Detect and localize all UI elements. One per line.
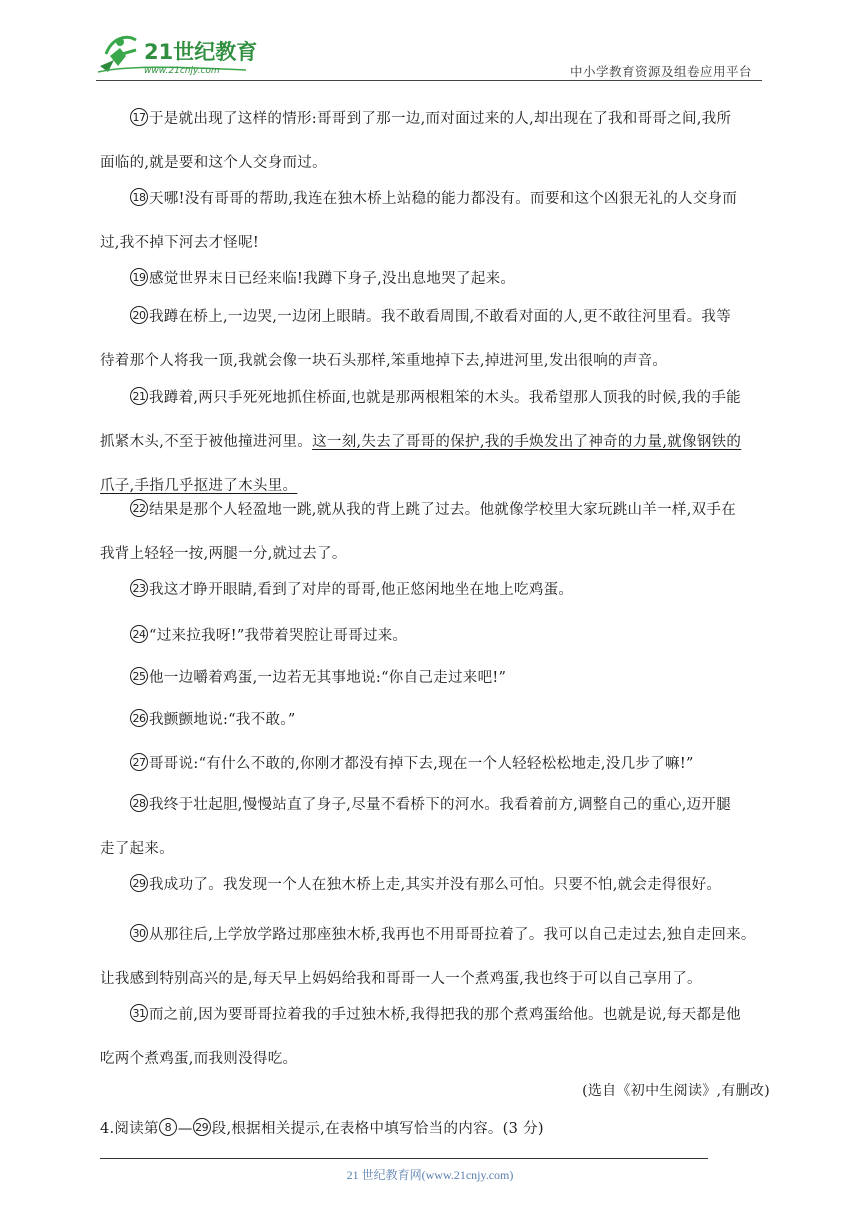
svg-text:www.21cnjy.com: www.21cnjy.com [144,66,220,76]
paragraph-17 [100,97,770,185]
paragraph-first-line [130,295,770,339]
paragraph-30 [100,913,770,1001]
paragraph-number: 24 [130,625,148,643]
paragraph-text: 而之前,因为要哥哥拉着我的手过独木桥,我得把我的那个煮鸡蛋给他。也就是说,每天都是他 [149,1007,741,1023]
paragraph-29 [130,863,770,907]
paragraph-20 [100,295,770,383]
source-citation: (选自《初中生阅读》,有删改) [582,1083,770,1099]
paragraph-first-line [130,568,770,612]
paragraph-text: 哥哥说:“有什么不敢的,你刚才都没有掉下去,现在一个人轻轻松松地走,没几步了嘛!” [149,756,694,772]
paragraph-text: 让我感到特别高兴的是,每天早上妈妈给我和哥哥一人一个煮鸡蛋,我也终于可以自己享用了。 [100,971,702,987]
paragraph-number: 23 [130,579,148,597]
paragraph-text: 结果是那个人轻盈地一跳,就从我的背上跳了过去。他就像学校里大家玩跳山羊一样,双手在 [149,502,737,518]
paragraph-number: 28 [130,794,148,812]
svg-text:21世纪教育: 21世纪教育 [144,40,258,64]
paragraph-text: 他一边嚼着鸡蛋,一边若无其事地说:“你自己走过来吧!” [149,670,507,686]
paragraph-number: 20 [130,306,148,324]
paragraph-text: 我背上轻轻一按,两腿一分,就过去了。 [100,546,347,562]
paragraph-text: 待着那个人将我一顶,我就会像一块石头那样,笨重地掉下去,掉进河里,发出很响的声音。 [100,353,668,369]
paragraph-text: 吃两个煮鸡蛋,而我则没得吃。 [100,1051,298,1067]
paragraph-number: 26 [130,709,148,727]
logo-21cnjy [96,32,266,78]
paragraph-text: 我终于壮起胆,慢慢站直了身子,尽量不看桥下的河水。我看着前方,调整自己的重心,迈开腿 [149,797,732,813]
paragraph-number: 22 [130,499,148,517]
paragraph-text: 我这才睁开眼睛,看到了对岸的哥哥,他正悠闲地坐在地上吃鸡蛋。 [149,582,574,598]
paragraph-first-line [130,656,770,700]
paragraph-first-line [130,614,770,658]
paragraph-first-line [130,376,770,420]
footer-site: 21 世纪教育网(www.21cnjy.com) [346,1168,514,1182]
paragraph-text: 天哪!没有哥哥的帮助,我连在独木桥上站稳的能力都没有。而要和这个凶狠无礼的人交身而 [149,191,738,207]
paragraph-number: 21 [130,387,148,405]
paragraph-28 [100,783,770,871]
paragraph-text: 走了起来。 [100,841,174,857]
question-dash: — [177,1121,193,1137]
paragraph-number: 18 [130,188,148,206]
paragraph-text: 从那往后,上学放学路过那座独木桥,我再也不用哥哥拉着了。我可以自己走过去,独自走回来。 [149,927,756,943]
paragraph-text: 抓紧木头,不至于被他撞进河里。 [100,434,313,450]
paragraph-first-line [130,698,770,742]
paragraph-text: 我成功了。我发现一个人在独木桥上走,其实并没有那么可怕。只要不怕,就会走得很好。 [149,877,722,893]
paragraph-number: 19 [130,268,148,286]
paragraph-first-line [130,783,770,827]
paragraph-first-line [130,742,770,786]
paragraph-first-line [130,488,770,532]
paragraph-number: 31 [130,1004,148,1022]
paragraph-first-line [130,177,770,221]
underlined-sentence: 爪子,手指几乎抠进了木头里。 [100,478,298,494]
paragraph-text: 于是就出现了这样的情形:哥哥到了那一边,而对面过来的人,却出现在了我和哥哥之间,我所 [149,111,732,127]
paragraph-first-line [130,863,770,907]
paragraph-24 [130,614,770,658]
paragraph-18 [100,177,770,265]
paragraph-first-line [130,97,770,141]
paragraph-text: 我蹲在桥上,一边哭,一边闭上眼睛。我不敢看周围,不敢看对面的人,更不敢往河里看。我等 [149,309,732,325]
question-4 [100,1117,544,1138]
paragraph-text: 过,我不掉下河去才怪呢! [100,235,260,251]
paragraph-number: 27 [130,753,148,771]
page-header [96,32,762,82]
paragraph-31 [100,993,770,1081]
paragraph-first-line [130,913,770,957]
paragraph-number-start: 8 [159,1118,177,1136]
paragraph-22 [100,488,770,576]
header-divider [96,80,762,81]
paragraph-27 [130,742,770,786]
paragraph-text: 我颤颤地说:“我不敢。” [149,712,296,728]
paragraph-number: 30 [130,924,148,942]
question-text: 段,根据相关提示,在表格中填写恰当的内容。(3 分) [211,1121,544,1137]
platform-name: 中小学教育资源及组卷应用平台 [569,64,752,79]
paragraph-number: 25 [130,667,148,685]
paragraph-25 [130,656,770,700]
paragraph-line [100,1037,770,1081]
paragraph-line [100,420,770,464]
paragraph-number: 17 [130,108,148,126]
paragraph-number: 29 [130,874,148,892]
footer-divider [100,1158,708,1159]
paragraph-text: 面临的,就是要和这个人交身而过。 [100,155,327,171]
paragraph-26 [130,698,770,742]
paragraph-text: “过来拉我呀!”我带着哭腔让哥哥过来。 [149,628,408,644]
paragraph-text: 感觉世界末日已经来临!我蹲下身子,没出息地哭了起来。 [149,271,516,287]
paragraph-23 [130,568,770,612]
paragraph-number-end: 29 [193,1118,211,1136]
underlined-sentence: 这一刻,失去了哥哥的保护,我的手焕发出了神奇的力量,就像钢铁的 [312,434,742,450]
question-prefix: 4.阅读第 [100,1121,159,1137]
paragraph-first-line [130,993,770,1037]
paragraph-text: 我蹲着,两只手死死地抓住桥面,也就是那两根粗笨的木头。我希望那人顶我的时候,我的手能 [149,390,741,406]
